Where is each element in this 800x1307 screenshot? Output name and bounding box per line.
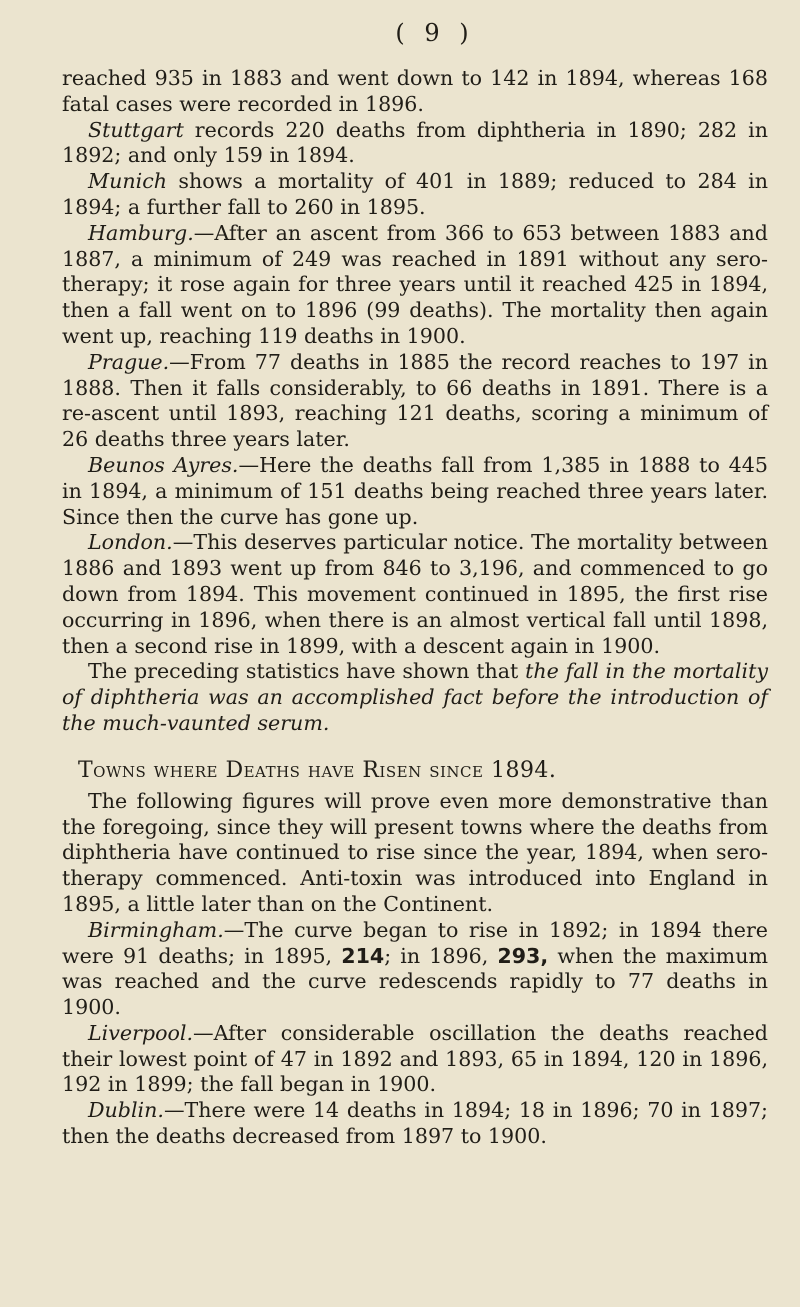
section-intro-paragraph: The following figures will prove even more demonstrative than the foregoing, since they will present towns where the deaths from diphtheria have continued to rise since the year, 1894, when sero-therapy commenced. Anti-toxin was introduced into England in 1895, a little later than on the Continent. (62, 788, 768, 916)
page-number: ( 9 ) (395, 19, 475, 47)
city-name-liverpool: Liverpool. (88, 1020, 194, 1045)
paragraph-text: —The curve began to rise in 1892; in 1894 there were 91 deaths; in 1895, (62, 917, 768, 968)
city-name-munich: Munich (88, 169, 167, 194)
section-heading: Towns where Deaths have Risen since 1894. (78, 757, 557, 783)
city-name-stuttgart: Stuttgart (88, 117, 184, 142)
bold-figure: 293, (497, 943, 549, 968)
city-name-london: London. (88, 530, 173, 555)
conclusion-prefix: The preceding statistics have shown that (88, 659, 526, 684)
paragraph-text: ; in 1896, (384, 943, 498, 968)
city-name-birmingham: Birmingham. (88, 917, 224, 942)
paragraph-text: —Here the deaths fall from 1,385 in 1888 to 445 in 1894, a minimum of 151 deaths being reached three years later. Since then the curve has gone up. (62, 452, 768, 529)
paragraph-text: shows a mortality of 401 in 1889; reduced to 284 in 1894; a further fall to 260 in 1895. (62, 169, 768, 219)
paragraph-text: —This deserves particular notice. The mortality between 1886 and 1893 went up from 846 to 3,196, and commenced to go down from 1894. This movement continued in 1895, the first rise occurring in 1896, when there is an almost vertical fall until 1898, then a second rise in 1899, with a descent again in 1900. (62, 530, 768, 658)
paragraph-london (62, 530, 768, 659)
paragraph-text: —After considerable oscillation the deaths reached their lowest point of 47 in 1892 and 1893, 65 in 1894, 120 in 1896, 192 in 1899; the fall began in 1900. (62, 1020, 768, 1097)
conclusion-paragraph (62, 659, 768, 736)
paragraph-birmingham (62, 918, 768, 1021)
paragraph-text: —After an ascent from 366 to 653 between 1883 and 1887, a minimum of 249 was reached in 1891 without any sero-therapy; it rose again for three years until it reached 425 in 1894, then a fall went on to 1896 (99 deaths). The mortality then again went up, reaching 119 deaths in 1900. (62, 220, 768, 348)
paragraph-dublin (62, 1098, 768, 1150)
city-name-prague: Prague. (88, 349, 170, 374)
paragraph-text: —There were 14 deaths in 1894; 18 in 1896; 70 in 1897; then the deaths decreased from 1897 to 1900. (62, 1098, 768, 1149)
paragraph-text: records 220 deaths from diphtheria in 1890; 282 in 1892; and only 159 in 1894. (62, 117, 768, 168)
bold-figure: 214 (341, 943, 385, 968)
document-page (62, 18, 768, 1150)
conclusion-emphasis: the fall in the mortality of diphtheria was an accomplished fact before the introduction of the much-vaunted serum. (62, 659, 769, 735)
paragraph-liverpool (62, 1021, 768, 1098)
city-name-buenos-aires: Beunos Ayres. (88, 452, 239, 477)
paragraph-hamburg (62, 221, 768, 350)
city-name-dublin: Dublin. (88, 1098, 164, 1123)
paragraph-prague (62, 350, 768, 453)
paragraph-text: when the maximum was reached and the curve redescends rapidly to 77 deaths in 1900. (62, 943, 769, 1020)
city-name-hamburg: Hamburg. (88, 220, 194, 245)
paragraph-munich (62, 169, 768, 221)
paragraph-text: —From 77 deaths in 1885 the record reaches to 197 in 1888. Then it falls considerably, to 66 deaths in 1891. There is a re-ascent until 1893, reaching 121 deaths, scoring a minimum of 26 deaths three years later. (62, 349, 768, 452)
paragraph-stuttgart (62, 118, 768, 170)
paragraph-buenos-aires (62, 453, 768, 530)
intro-paragraph: reached 935 in 1883 and went down to 142 in 1894, whereas 168 fatal cases were recorded in 1896. (62, 66, 768, 116)
